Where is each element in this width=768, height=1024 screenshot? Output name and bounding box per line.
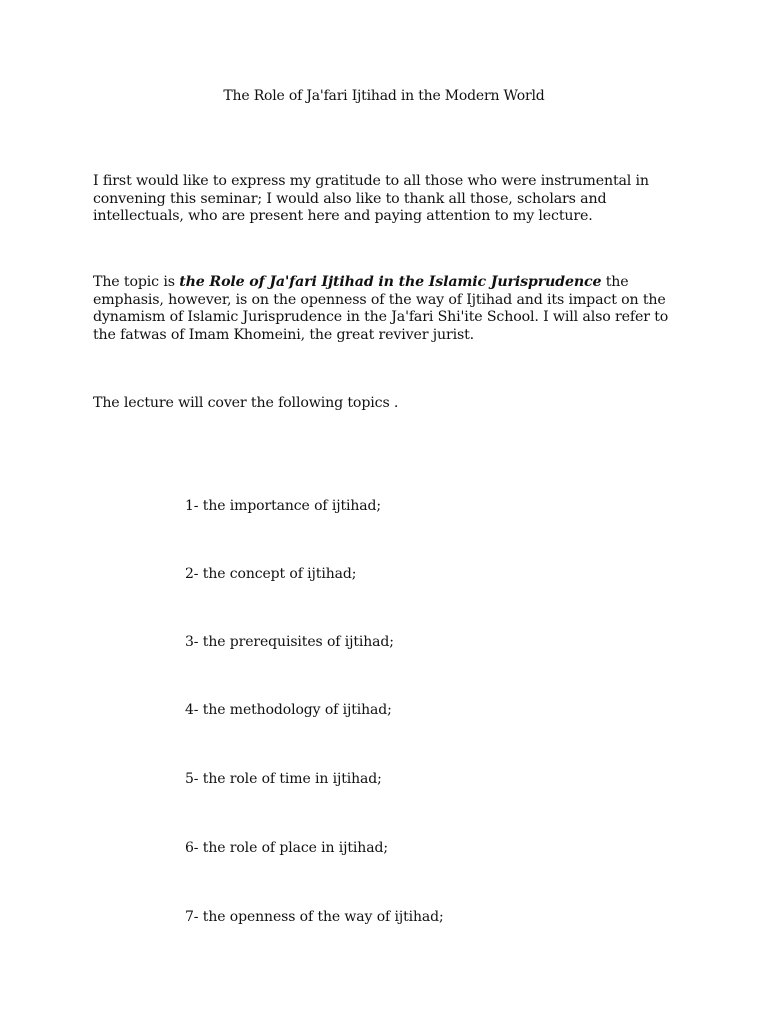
topic-list-item: 6- the role of place in ijtihad;	[185, 840, 388, 856]
paragraph-gratitude: I first would like to express my gratitude to all those who were instrumental in convening this seminar; I would also like to thank all those, scholars and intellectuals, who are present here and paying attention to my lecture.	[93, 173, 649, 224]
topic-list-item: 2- the concept of ijtihad;	[185, 566, 357, 582]
paragraph-topic-rest: the emphasis, however, is on the openness of the way of Ijtihad and its impact on the dynamism of Islamic Jurisprudence in the Ja'fari Shi'ite School. I will also refer to the fatwas of Imam Khomeini, the great reviver jurist.	[93, 274, 669, 343]
topic-list-item: 3- the prerequisites of ijtihad;	[185, 634, 394, 650]
paragraph-lecture-intro: The lecture will cover the following topics .	[93, 395, 399, 411]
document-title: The Role of Ja'fari Ijtihad in the Modern World	[223, 88, 545, 104]
paragraph-topic-emphasis: the Role of Ja'fari Ijtihad in the Islamic Jurisprudence	[179, 274, 602, 290]
topic-list-item: 1- the importance of ijtihad;	[185, 498, 381, 514]
paragraph-topic	[93, 274, 683, 344]
topic-list-item: 4- the methodology of ijtihad;	[185, 702, 392, 718]
topic-list-item: 7- the openness of the way of ijtihad;	[185, 909, 444, 925]
topic-list-item: 5- the role of time in ijtihad;	[185, 771, 382, 787]
paragraph-topic-lead: The topic is	[93, 274, 180, 290]
